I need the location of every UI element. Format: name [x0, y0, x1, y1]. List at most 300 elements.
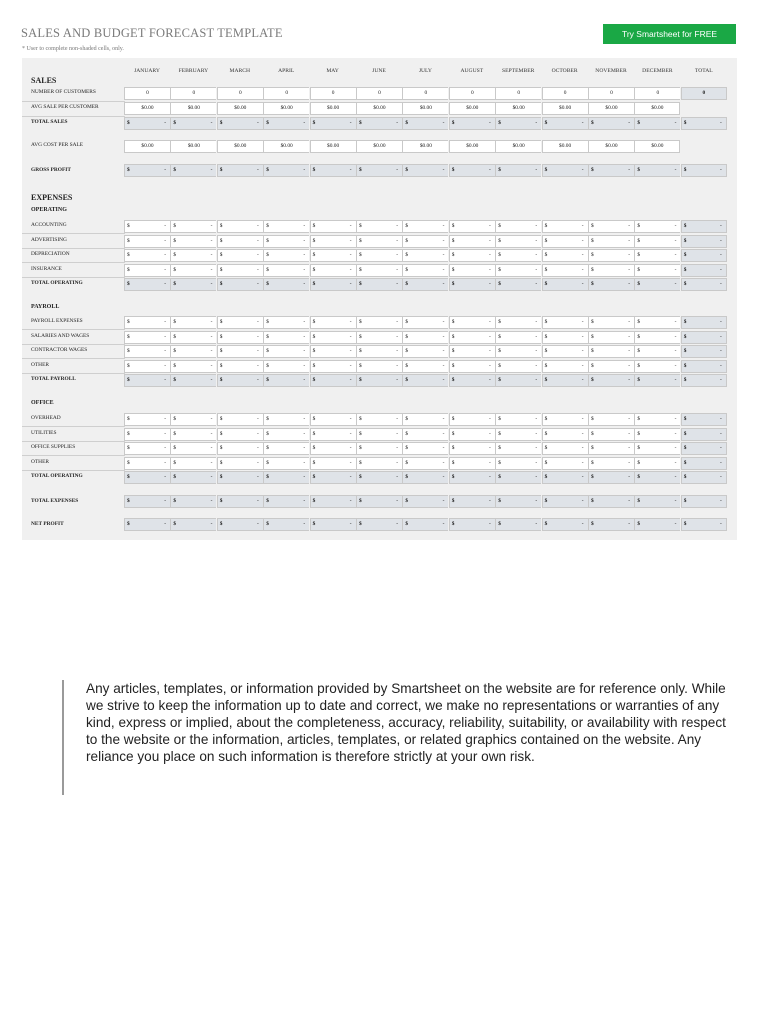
amount-value: -	[164, 377, 166, 383]
amount-cell[interactable]	[310, 249, 356, 262]
amount-cell[interactable]	[217, 331, 263, 344]
currency-symbol: $	[312, 237, 316, 244]
amount-cell[interactable]	[170, 428, 216, 441]
amount-cell	[542, 471, 588, 484]
currency-symbol: $	[451, 281, 455, 287]
amount-cell[interactable]	[170, 264, 216, 277]
amount-cell[interactable]	[124, 220, 170, 233]
amount-value: -	[581, 333, 584, 340]
amount-cell[interactable]	[634, 457, 680, 470]
currency-symbol: $	[451, 416, 455, 422]
amount-cell	[449, 117, 495, 130]
currency-symbol: $	[451, 474, 455, 480]
try-smartsheet-button[interactable]: Try Smartsheet for FREE	[603, 24, 736, 44]
input-cell[interactable]: $0.00	[634, 102, 680, 115]
amount-value: -	[303, 459, 306, 466]
amount-cell[interactable]	[124, 235, 170, 248]
amount-cell	[588, 278, 634, 291]
amount-cell[interactable]	[495, 457, 541, 470]
amount-cell	[356, 495, 402, 508]
currency-symbol: $	[359, 430, 362, 437]
amount-cell[interactable]	[495, 235, 541, 248]
input-cell[interactable]: $0.00	[170, 140, 216, 153]
amount-value: -	[257, 377, 259, 383]
amount-cell[interactable]	[449, 457, 495, 470]
input-cell[interactable]: $0.00	[542, 102, 588, 115]
amount-value: -	[628, 237, 630, 244]
amount-cell[interactable]	[588, 235, 634, 248]
amount-value: -	[257, 281, 259, 287]
amount-value: -	[210, 223, 213, 229]
input-cell[interactable]: $0.00	[634, 140, 680, 153]
amount-cell	[449, 164, 495, 177]
currency-symbol: $	[591, 167, 594, 173]
amount-cell	[170, 518, 216, 531]
amount-value: -	[720, 430, 722, 437]
amount-cell[interactable]	[170, 345, 216, 358]
amount-value: -	[535, 348, 538, 354]
amount-value: -	[164, 237, 166, 244]
amount-cell[interactable]	[124, 457, 170, 470]
currency-symbol: $	[266, 430, 269, 437]
currency-symbol: $	[498, 281, 501, 287]
currency-symbol: $	[405, 333, 409, 340]
input-cell[interactable]: $0.00	[449, 140, 495, 153]
amount-cell[interactable]	[449, 264, 495, 277]
amount-cell[interactable]	[217, 413, 263, 426]
amount-value: -	[257, 333, 259, 340]
amount-cell[interactable]	[263, 235, 309, 248]
amount-cell[interactable]	[124, 360, 170, 373]
amount-cell[interactable]	[495, 360, 541, 373]
amount-cell[interactable]	[263, 442, 309, 455]
amount-cell[interactable]	[170, 316, 216, 329]
amount-cell[interactable]	[402, 345, 448, 358]
amount-cell[interactable]	[124, 442, 170, 455]
total-cell	[681, 345, 727, 358]
input-cell[interactable]: 0	[542, 87, 588, 100]
amount-cell[interactable]	[310, 235, 356, 248]
input-cell[interactable]: 0	[310, 87, 356, 100]
amount-cell	[634, 495, 680, 508]
amount-cell	[263, 164, 309, 177]
amount-cell[interactable]	[217, 360, 263, 373]
currency-symbol: $	[219, 319, 223, 325]
currency-symbol: $	[127, 430, 130, 437]
amount-value: -	[210, 333, 213, 340]
amount-cell	[263, 117, 309, 130]
amount-cell[interactable]	[170, 235, 216, 248]
amount-cell[interactable]	[449, 428, 495, 441]
amount-value: -	[581, 459, 584, 466]
amount-cell[interactable]	[310, 428, 356, 441]
amount-cell	[310, 518, 356, 531]
amount-cell[interactable]	[542, 331, 588, 344]
input-cell[interactable]: $0.00	[542, 140, 588, 153]
amount-cell[interactable]	[124, 345, 170, 358]
amount-cell[interactable]	[402, 316, 448, 329]
amount-cell[interactable]	[402, 442, 448, 455]
amount-cell[interactable]	[263, 316, 309, 329]
amount-cell[interactable]	[449, 360, 495, 373]
amount-cell[interactable]	[495, 442, 541, 455]
input-cell[interactable]: $0.00	[170, 102, 216, 115]
amount-cell[interactable]	[588, 413, 634, 426]
currency-symbol: $	[451, 430, 455, 437]
amount-cell[interactable]	[356, 264, 402, 277]
currency-symbol: $	[637, 445, 641, 451]
amount-cell[interactable]	[356, 457, 402, 470]
amount-cell	[217, 278, 263, 291]
currency-symbol: $	[637, 498, 641, 504]
amount-cell[interactable]	[402, 331, 448, 344]
input-cell[interactable]: $0.00	[402, 140, 448, 153]
amount-value: -	[489, 223, 491, 229]
amount-cell[interactable]	[170, 220, 216, 233]
amount-value: -	[210, 498, 213, 504]
amount-value: -	[303, 362, 306, 369]
total-header: TOTAL	[694, 68, 713, 74]
amount-cell[interactable]	[542, 360, 588, 373]
amount-cell[interactable]	[542, 428, 588, 441]
currency-symbol: $	[359, 474, 362, 480]
amount-cell[interactable]	[356, 220, 402, 233]
amount-cell[interactable]	[217, 220, 263, 233]
amount-cell[interactable]	[124, 264, 170, 277]
amount-cell[interactable]	[542, 316, 588, 329]
input-cell[interactable]: $0.00	[217, 140, 263, 153]
amount-cell[interactable]	[402, 360, 448, 373]
input-cell[interactable]: $0.00	[588, 140, 634, 153]
amount-cell[interactable]	[310, 360, 356, 373]
amount-cell[interactable]	[634, 331, 680, 344]
amount-value: -	[257, 498, 259, 504]
amount-cell[interactable]	[356, 235, 402, 248]
input-cell[interactable]: $0.00	[495, 140, 541, 153]
input-cell[interactable]: $0.00	[449, 102, 495, 115]
amount-cell[interactable]	[217, 345, 263, 358]
amount-cell[interactable]	[402, 220, 448, 233]
amount-cell[interactable]	[634, 360, 680, 373]
amount-cell[interactable]	[402, 264, 448, 277]
amount-cell	[263, 495, 309, 508]
amount-cell[interactable]	[217, 235, 263, 248]
amount-cell	[402, 495, 448, 508]
input-cell[interactable]: 0	[634, 87, 680, 100]
currency-symbol: $	[266, 474, 269, 480]
amount-cell[interactable]	[449, 413, 495, 426]
amount-value: -	[210, 266, 213, 273]
input-cell[interactable]: $0.00	[124, 102, 170, 115]
currency-symbol: $	[266, 377, 269, 383]
amount-cell[interactable]	[588, 316, 634, 329]
currency-symbol: $	[312, 521, 316, 527]
amount-cell	[356, 117, 402, 130]
currency-symbol: $	[498, 333, 501, 340]
amount-cell	[449, 518, 495, 531]
amount-cell	[402, 518, 448, 531]
amount-cell[interactable]	[588, 264, 634, 277]
amount-value: -	[257, 445, 259, 451]
amount-cell[interactable]	[263, 331, 309, 344]
amount-cell[interactable]	[634, 442, 680, 455]
currency-symbol: $	[173, 498, 177, 504]
amount-cell[interactable]	[217, 264, 263, 277]
amount-cell[interactable]	[217, 457, 263, 470]
amount-cell[interactable]	[356, 331, 402, 344]
amount-cell[interactable]	[449, 220, 495, 233]
input-cell[interactable]: $0.00	[263, 140, 309, 153]
amount-value: -	[396, 223, 398, 229]
input-cell[interactable]: 0	[124, 87, 170, 100]
amount-cell[interactable]	[263, 457, 309, 470]
input-cell[interactable]: $0.00	[124, 140, 170, 153]
amount-cell[interactable]	[356, 428, 402, 441]
row-label-expense: ADVERTISING	[31, 236, 67, 243]
amount-cell	[495, 278, 541, 291]
amount-cell[interactable]	[449, 442, 495, 455]
amount-cell[interactable]	[263, 360, 309, 373]
amount-cell[interactable]	[495, 220, 541, 233]
amount-cell[interactable]	[170, 360, 216, 373]
amount-cell[interactable]	[310, 331, 356, 344]
amount-cell[interactable]	[634, 264, 680, 277]
amount-cell[interactable]	[449, 249, 495, 262]
amount-cell[interactable]	[310, 220, 356, 233]
amount-cell[interactable]	[495, 413, 541, 426]
amount-cell[interactable]	[449, 235, 495, 248]
amount-cell[interactable]	[263, 345, 309, 358]
amount-cell[interactable]	[356, 442, 402, 455]
amount-cell[interactable]	[310, 316, 356, 329]
amount-value: -	[535, 223, 538, 229]
amount-cell[interactable]	[217, 442, 263, 455]
amount-cell[interactable]	[402, 457, 448, 470]
currency-symbol: $	[451, 498, 455, 504]
currency-symbol: $	[637, 237, 641, 244]
amount-value: -	[489, 430, 491, 437]
currency-symbol: $	[405, 377, 409, 383]
amount-cell[interactable]	[588, 220, 634, 233]
amount-cell[interactable]	[124, 331, 170, 344]
amount-cell	[634, 278, 680, 291]
amount-cell[interactable]	[542, 249, 588, 262]
input-cell[interactable]: 0	[402, 87, 448, 100]
amount-cell[interactable]	[310, 264, 356, 277]
amount-cell[interactable]	[634, 235, 680, 248]
amount-cell	[495, 117, 541, 130]
amount-cell	[170, 117, 216, 130]
amount-cell	[495, 374, 541, 387]
amount-cell[interactable]	[495, 428, 541, 441]
amount-value: -	[581, 319, 584, 325]
input-cell[interactable]: $0.00	[310, 102, 356, 115]
amount-value: -	[628, 348, 630, 354]
currency-symbol: $	[498, 319, 501, 325]
amount-cell[interactable]	[402, 428, 448, 441]
amount-value: -	[581, 252, 584, 258]
amount-value: -	[257, 474, 259, 480]
currency-symbol: $	[312, 266, 316, 273]
currency-symbol: $	[173, 281, 177, 287]
amount-value: -	[303, 498, 306, 504]
amount-cell[interactable]	[542, 442, 588, 455]
amount-cell[interactable]	[217, 316, 263, 329]
row-divider	[22, 233, 125, 234]
input-cell[interactable]: $0.00	[356, 140, 402, 153]
amount-cell	[170, 495, 216, 508]
amount-cell[interactable]	[634, 220, 680, 233]
amount-value: -	[349, 474, 352, 480]
amount-value: -	[257, 223, 259, 229]
amount-cell[interactable]	[217, 249, 263, 262]
currency-symbol: $	[173, 362, 177, 369]
amount-cell[interactable]	[170, 413, 216, 426]
input-cell[interactable]: $0.00	[263, 102, 309, 115]
amount-cell[interactable]	[634, 316, 680, 329]
subsection-heading-office: OFFICE	[31, 400, 54, 406]
total-cell	[681, 413, 727, 426]
input-cell[interactable]: 0	[170, 87, 216, 100]
amount-cell[interactable]	[588, 457, 634, 470]
currency-symbol: $	[591, 416, 594, 422]
currency-symbol: $	[359, 281, 362, 287]
amount-cell[interactable]	[542, 220, 588, 233]
amount-cell[interactable]	[356, 345, 402, 358]
input-cell[interactable]: 0	[217, 87, 263, 100]
currency-symbol: $	[544, 377, 548, 383]
input-cell[interactable]: $0.00	[310, 140, 356, 153]
amount-cell[interactable]	[124, 316, 170, 329]
amount-cell[interactable]	[542, 413, 588, 426]
input-cell[interactable]: $0.00	[217, 102, 263, 115]
currency-symbol: $	[637, 333, 641, 340]
amount-cell[interactable]	[588, 345, 634, 358]
amount-cell[interactable]	[449, 345, 495, 358]
month-header: MAY	[326, 68, 339, 74]
amount-value: -	[581, 416, 584, 422]
amount-cell[interactable]	[634, 413, 680, 426]
currency-symbol: $	[405, 416, 409, 422]
input-cell[interactable]: 0	[449, 87, 495, 100]
total-cell	[681, 428, 727, 441]
amount-cell[interactable]	[495, 331, 541, 344]
amount-value: -	[257, 521, 259, 527]
input-cell[interactable]: 0	[356, 87, 402, 100]
amount-cell[interactable]	[356, 316, 402, 329]
currency-symbol: $	[266, 252, 269, 258]
currency-symbol: $	[683, 498, 687, 504]
row-label-group-total: TOTAL PAYROLL	[31, 376, 76, 382]
month-header: DECEMBER	[642, 68, 673, 74]
amount-cell[interactable]	[542, 264, 588, 277]
amount-cell[interactable]	[310, 345, 356, 358]
amount-cell[interactable]	[634, 249, 680, 262]
amount-cell[interactable]	[356, 249, 402, 262]
total-cell	[681, 264, 727, 277]
amount-cell[interactable]	[263, 428, 309, 441]
amount-cell[interactable]	[542, 345, 588, 358]
input-cell[interactable]: $0.00	[402, 102, 448, 115]
disclaimer-block	[62, 680, 734, 795]
currency-symbol: $	[544, 362, 548, 369]
amount-cell[interactable]	[449, 331, 495, 344]
amount-cell[interactable]	[495, 264, 541, 277]
input-cell[interactable]: 0	[588, 87, 634, 100]
amount-cell[interactable]	[542, 457, 588, 470]
amount-value: -	[535, 459, 538, 466]
input-cell[interactable]: $0.00	[495, 102, 541, 115]
amount-cell[interactable]	[310, 457, 356, 470]
input-cell[interactable]: $0.00	[588, 102, 634, 115]
currency-symbol: $	[683, 377, 687, 383]
amount-cell[interactable]	[217, 428, 263, 441]
amount-cell[interactable]	[495, 316, 541, 329]
amount-cell[interactable]	[495, 345, 541, 358]
amount-cell	[124, 374, 170, 387]
amount-cell[interactable]	[170, 442, 216, 455]
amount-cell[interactable]	[263, 249, 309, 262]
amount-cell[interactable]	[124, 249, 170, 262]
amount-value: -	[442, 237, 445, 244]
input-cell[interactable]: 0	[263, 87, 309, 100]
amount-value: -	[257, 430, 259, 437]
amount-value: -	[164, 319, 166, 325]
amount-cell[interactable]	[356, 360, 402, 373]
input-cell[interactable]: 0	[495, 87, 541, 100]
amount-cell[interactable]	[263, 264, 309, 277]
currency-symbol: $	[173, 459, 177, 466]
amount-cell[interactable]	[588, 442, 634, 455]
amount-cell[interactable]	[170, 457, 216, 470]
amount-cell[interactable]	[588, 249, 634, 262]
amount-cell[interactable]	[356, 413, 402, 426]
amount-cell[interactable]	[263, 413, 309, 426]
input-cell[interactable]: $0.00	[356, 102, 402, 115]
currency-symbol: $	[637, 474, 641, 480]
currency-symbol: $	[544, 266, 548, 273]
amount-value: -	[164, 445, 166, 451]
amount-cell[interactable]	[634, 345, 680, 358]
amount-cell[interactable]	[310, 413, 356, 426]
amount-cell	[310, 117, 356, 130]
amount-cell	[310, 278, 356, 291]
amount-cell[interactable]	[402, 249, 448, 262]
amount-cell[interactable]	[588, 360, 634, 373]
amount-cell[interactable]	[634, 428, 680, 441]
amount-value: -	[628, 377, 630, 383]
amount-cell[interactable]	[124, 428, 170, 441]
amount-cell[interactable]	[310, 442, 356, 455]
amount-cell	[310, 471, 356, 484]
amount-cell[interactable]	[402, 413, 448, 426]
amount-cell[interactable]	[170, 249, 216, 262]
amount-value: -	[210, 416, 213, 422]
amount-cell[interactable]	[542, 235, 588, 248]
amount-cell[interactable]	[263, 220, 309, 233]
amount-value: -	[535, 474, 538, 480]
amount-cell[interactable]	[588, 428, 634, 441]
amount-cell[interactable]	[170, 331, 216, 344]
amount-value: -	[442, 362, 445, 369]
amount-cell[interactable]	[124, 413, 170, 426]
amount-cell[interactable]	[495, 249, 541, 262]
currency-symbol: $	[637, 266, 641, 273]
amount-cell[interactable]	[588, 331, 634, 344]
currency-symbol: $	[683, 237, 687, 244]
amount-cell[interactable]	[402, 235, 448, 248]
amount-cell[interactable]	[449, 316, 495, 329]
